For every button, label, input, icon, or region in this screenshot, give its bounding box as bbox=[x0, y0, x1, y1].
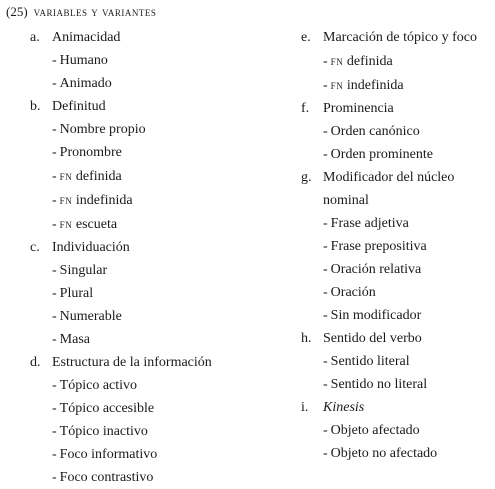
variant-text: indefinida bbox=[343, 78, 404, 93]
dash-bullet: - bbox=[323, 285, 328, 300]
variable-group bbox=[30, 26, 270, 95]
dash-bullet: - bbox=[52, 424, 57, 439]
variant-item bbox=[30, 397, 270, 420]
variant-item bbox=[30, 118, 270, 141]
dash-bullet: - bbox=[52, 169, 57, 184]
variable-group bbox=[30, 95, 270, 236]
variant-item bbox=[301, 49, 495, 73]
dash-bullet: - bbox=[52, 145, 57, 160]
variant-item bbox=[30, 443, 270, 466]
variant-item bbox=[30, 188, 270, 212]
variant-text: Oración relativa bbox=[330, 262, 422, 277]
variable-letter: f. bbox=[301, 101, 310, 116]
dash-bullet: - bbox=[323, 354, 328, 369]
variant-text: Frase prepositiva bbox=[330, 239, 427, 254]
variant-item bbox=[30, 72, 270, 95]
variant-item bbox=[30, 141, 270, 164]
variant-item bbox=[30, 466, 270, 489]
variable-heading bbox=[30, 236, 270, 259]
variable-heading bbox=[301, 26, 495, 49]
variant-abbreviation: fn bbox=[59, 192, 73, 207]
dash-bullet: - bbox=[52, 470, 57, 485]
variable-group bbox=[30, 351, 270, 489]
variant-item bbox=[301, 419, 495, 442]
dash-bullet: - bbox=[52, 76, 57, 91]
dash-bullet: - bbox=[52, 378, 57, 393]
variant-item bbox=[30, 420, 270, 443]
variant-item bbox=[301, 143, 495, 166]
variable-letter: a. bbox=[30, 30, 40, 45]
variable-heading bbox=[301, 97, 495, 120]
variable-title: Prominencia bbox=[323, 101, 394, 116]
variant-text: Foco contrastivo bbox=[59, 470, 154, 485]
variable-letter: e. bbox=[301, 30, 311, 45]
variant-text: Tópico inactivo bbox=[59, 424, 148, 439]
variable-heading bbox=[30, 351, 270, 374]
variant-text: Orden prominente bbox=[330, 147, 433, 162]
example-title: variables y variantes bbox=[33, 4, 157, 19]
variant-text: Tópico accesible bbox=[59, 401, 155, 416]
variable-group bbox=[301, 97, 495, 166]
right-column bbox=[301, 26, 495, 465]
variant-item bbox=[30, 282, 270, 305]
variant-text: Masa bbox=[59, 332, 90, 347]
dash-bullet: - bbox=[323, 124, 328, 139]
variant-item bbox=[301, 120, 495, 143]
variant-text: Foco informativo bbox=[59, 447, 158, 462]
dash-bullet: - bbox=[323, 308, 328, 323]
variant-text: indefinida bbox=[72, 193, 133, 208]
variable-title: Individuación bbox=[52, 240, 130, 255]
variable-heading bbox=[301, 396, 495, 419]
variant-text: Orden canónico bbox=[330, 124, 420, 139]
dash-bullet: - bbox=[323, 147, 328, 162]
dash-bullet: - bbox=[323, 78, 328, 93]
variant-text: Frase adjetiva bbox=[330, 216, 409, 231]
dash-bullet: - bbox=[323, 54, 328, 69]
dash-bullet: - bbox=[323, 216, 328, 231]
variant-item bbox=[30, 328, 270, 351]
variant-item bbox=[30, 164, 270, 188]
variable-heading bbox=[30, 26, 270, 49]
variable-title: Marcación de tópico y foco bbox=[323, 30, 477, 45]
variant-text: Sentido literal bbox=[330, 354, 410, 369]
variant-item bbox=[30, 212, 270, 236]
variant-abbreviation: fn bbox=[330, 77, 344, 92]
variant-text: Objeto afectado bbox=[330, 423, 420, 438]
variant-abbreviation: fn bbox=[330, 53, 344, 68]
example-heading bbox=[6, 3, 156, 21]
variant-text: Animado bbox=[59, 76, 112, 91]
variable-heading bbox=[301, 166, 495, 212]
dash-bullet: - bbox=[52, 401, 57, 416]
variant-text: Oración bbox=[330, 285, 376, 300]
variant-item bbox=[30, 49, 270, 72]
variable-letter: b. bbox=[30, 99, 41, 114]
variant-item bbox=[301, 281, 495, 304]
variable-title: Modificador del núcleo nominal bbox=[323, 170, 455, 208]
variant-text: escueta bbox=[72, 217, 118, 232]
left-column bbox=[30, 26, 270, 489]
variant-text: Plural bbox=[59, 286, 94, 301]
dash-bullet: - bbox=[323, 239, 328, 254]
variant-text: Humano bbox=[59, 53, 108, 68]
variant-text: Singular bbox=[59, 263, 108, 278]
variable-letter: g. bbox=[301, 170, 312, 185]
variable-letter: d. bbox=[30, 355, 41, 370]
variable-title: Definitud bbox=[52, 99, 106, 114]
variable-heading bbox=[301, 327, 495, 350]
variable-title: Animacidad bbox=[52, 30, 121, 45]
variable-group bbox=[301, 396, 495, 465]
variant-text: Sin modificador bbox=[330, 308, 422, 323]
variant-item bbox=[301, 73, 495, 97]
variant-item bbox=[30, 305, 270, 328]
variant-item bbox=[30, 259, 270, 282]
variant-abbreviation: fn bbox=[59, 168, 73, 183]
variable-group bbox=[301, 166, 495, 327]
dash-bullet: - bbox=[52, 217, 57, 232]
variant-abbreviation: fn bbox=[59, 216, 73, 231]
variant-item bbox=[301, 350, 495, 373]
variant-text: Objeto no afectado bbox=[330, 446, 438, 461]
variant-text: Nombre propio bbox=[59, 122, 146, 137]
example-number: (25) bbox=[6, 4, 28, 19]
dash-bullet: - bbox=[52, 53, 57, 68]
variant-item bbox=[30, 374, 270, 397]
variable-title: Estructura de la información bbox=[52, 355, 212, 370]
variant-item bbox=[301, 212, 495, 235]
variant-item bbox=[301, 442, 495, 465]
variant-item bbox=[301, 235, 495, 258]
variant-text: definida bbox=[343, 54, 393, 69]
variant-item bbox=[301, 258, 495, 281]
variable-letter: c. bbox=[30, 240, 40, 255]
dash-bullet: - bbox=[52, 286, 57, 301]
variant-item bbox=[301, 373, 495, 396]
variant-text: Sentido no literal bbox=[330, 377, 428, 392]
dash-bullet: - bbox=[52, 332, 57, 347]
variable-letter: i. bbox=[301, 400, 309, 415]
dash-bullet: - bbox=[52, 447, 57, 462]
dash-bullet: - bbox=[52, 263, 57, 278]
dash-bullet: - bbox=[52, 122, 57, 137]
dash-bullet: - bbox=[323, 377, 328, 392]
variable-group bbox=[30, 236, 270, 351]
variant-item bbox=[301, 304, 495, 327]
variant-text: Pronombre bbox=[59, 145, 122, 160]
variable-group bbox=[301, 26, 495, 97]
variant-text: Numerable bbox=[59, 309, 122, 324]
dash-bullet: - bbox=[323, 446, 328, 461]
dash-bullet: - bbox=[52, 193, 57, 208]
variant-text: Tópico activo bbox=[59, 378, 138, 393]
variable-heading bbox=[30, 95, 270, 118]
variant-text: definida bbox=[72, 169, 122, 184]
variable-title: Sentido del verbo bbox=[323, 331, 422, 346]
variable-group bbox=[301, 327, 495, 396]
variable-title: Kinesis bbox=[323, 400, 365, 415]
dash-bullet: - bbox=[323, 262, 328, 277]
dash-bullet: - bbox=[52, 309, 57, 324]
dash-bullet: - bbox=[323, 423, 328, 438]
variable-letter: h. bbox=[301, 331, 312, 346]
